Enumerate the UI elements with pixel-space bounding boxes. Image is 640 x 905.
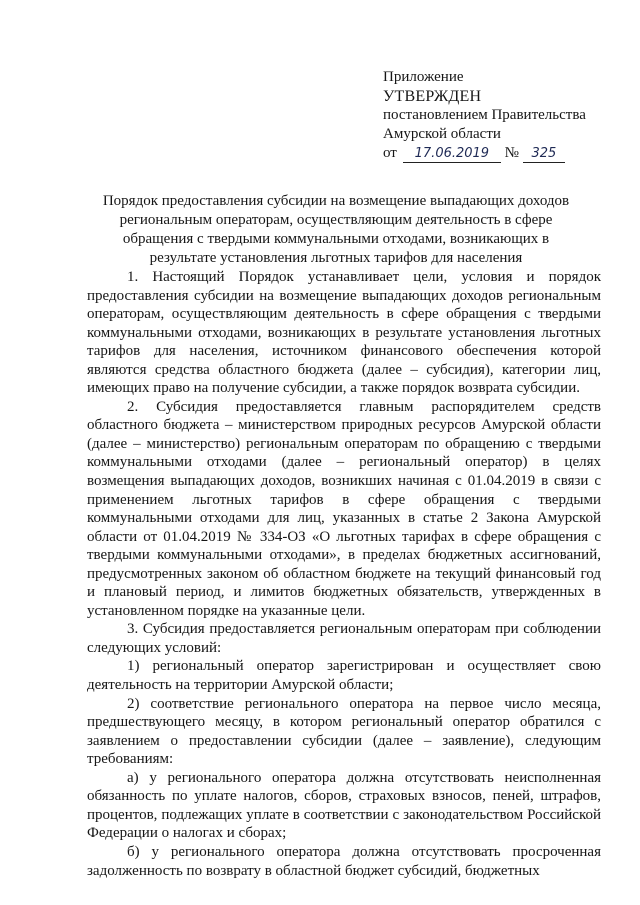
paragraph-3-2-a: а) у регионального оператора должна отсутствовать неисполненная обязанность по уплате налогов, сборов, страховых взносов, пеней, штрафов, процентов, подлежащих уплате в соответствии с законодательством Российской Федерации о налогах и сборах; (87, 769, 601, 842)
date-prefix: от (383, 145, 397, 161)
paragraph-3-2-b: б) у регионального оператора должна отсутствовать просроченная задолженность по возврату в областной бюджет субсидий, бюджетных (87, 843, 601, 879)
document-title: Порядок предоставления субсидии на возмещение выпадающих доходов региональным операторам, осуществляющим деятельность в сфере обращения с твердыми коммунальными отходами, возникающих в результате установления льготных тарифов для населения (102, 193, 570, 266)
appendix-label: Приложение (383, 69, 464, 85)
paragraph-1: 1. Настоящий Порядок устанавливает цели, условия и порядок предоставления субсидии на возмещение выпадающих доходов региональным операторам, осуществляющим деятельность в сфере обращения с твердыми коммунальными отходами, возникающих в результате установления льготных тарифов для населения, источником финансового обеспечения которой являются средства областного бюджета (далее – субсидия), категории лиц, имеющих право на получение субсидии, а также порядок возврата субсидии. (87, 269, 601, 397)
paragraph-3-1: 1) региональный оператор зарегистрирован и осуществляет свою деятельность на территории Амурской области; (87, 658, 601, 694)
handwritten-date: 17.06.2019 (403, 145, 501, 163)
date-number-line (383, 144, 586, 163)
approval-stamp (383, 68, 586, 163)
handwritten-number: 325 (523, 145, 565, 163)
region-label: Амурской области (383, 126, 501, 142)
paragraph-2: 2. Субсидия предоставляется главным распорядителем средств областного бюджета – министерством природных ресурсов Амурской области (далее – министерство) региональным операторам по обращению с твердыми коммунальными отходами (далее – региональный оператор) в целях возмещения выпадающих доходов, возникших начиная с 01.04.2019 в связи с применением льготных тарифов в сфере обращения с твердыми коммунальными отходами для лиц, указанных в статье 2 Закона Амурской области от 01.04.2019 № 334-ОЗ «О льготных тарифах в сфере обращения с твердыми коммунальными отходами», в пределах бюджетных ассигнований, предусмотренных законом об областном бюджете на текущий финансовый год и плановый период, и лимитов бюджетных обязательств, утвержденных в установленном порядке на указанные цели. (87, 398, 601, 619)
paragraph-3: 3. Субсидия предоставляется региональным операторам при соблюдении следующих условий: (87, 621, 601, 656)
number-sign: № (504, 145, 519, 161)
paragraph-3-2: 2) соответствие регионального оператора на первое число месяца, предшествующего месяцу, в котором региональный оператор обратился с заявлением о предоставлении субсидии (далее – заявление), следующим требованиям: (87, 695, 601, 768)
approved-label: УТВЕРЖДЕН (383, 88, 482, 105)
resolution-label: постановлением Правительства (383, 107, 586, 123)
document-body (87, 268, 601, 880)
